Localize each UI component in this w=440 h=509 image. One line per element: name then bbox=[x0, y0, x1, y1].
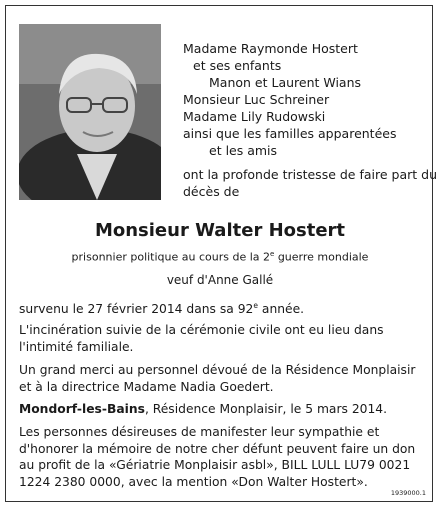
p1-sup: e bbox=[253, 301, 258, 310]
paragraph-place-date bbox=[19, 401, 421, 418]
family-line-5: Madame Lily Rudowski bbox=[183, 109, 326, 124]
family-line-9: décès de bbox=[183, 184, 240, 199]
paragraph-donation: Les personnes désireuses de manifester leur sympathie et d'honorer la mémoire de notre cher défunt peuvent faire un don au profit de la «Gériatrie Monplaisir asbl», BILL LULL LU79 0021 1224 2380 0000, avec la mention «Don Walter Hostert». bbox=[19, 425, 416, 489]
family-line-1: Madame Raymonde Hostert bbox=[183, 41, 358, 56]
family-line-6: ainsi que les familles apparentées bbox=[183, 126, 397, 141]
family-line-4: Monsieur Luc Schreiner bbox=[183, 92, 330, 107]
deceased-name: Monsieur Walter Hostert bbox=[94, 220, 346, 241]
paragraph-date bbox=[19, 298, 421, 318]
paragraph-thanks: Un grand merci au personnel dévoué de la Résidence Monplaisir et à la directrice Madame Nadia Goedert. bbox=[19, 363, 416, 394]
family-line-2: et ses enfants bbox=[193, 58, 282, 73]
p1-post: année. bbox=[258, 302, 305, 317]
paragraph-cremation: L'incinération suivie de la cérémonie civile ont eu lieu dans l'intimité familiale. bbox=[19, 323, 384, 354]
deceased-subtitle bbox=[0, 250, 440, 264]
family-line-7: et les amis bbox=[209, 143, 278, 158]
p1-pre: survenu le 27 février 2014 dans sa 92 bbox=[19, 302, 254, 317]
reference-number: 1939000.1 bbox=[390, 489, 426, 497]
subtitle-pre: prisonnier politique au cours de la 2 bbox=[71, 250, 271, 264]
portrait-photo bbox=[19, 24, 161, 200]
place-name: Mondorf-les-Bains bbox=[19, 402, 145, 416]
subtitle-post: guerre mondiale bbox=[274, 250, 369, 264]
family-line-8: ont la profonde tristesse de faire part du bbox=[183, 167, 437, 182]
family-line-3: Manon et Laurent Wians bbox=[209, 75, 362, 90]
subtitle-sup: e bbox=[270, 250, 275, 258]
place-rest: , Résidence Monplaisir, le 5 mars 2014. bbox=[144, 402, 388, 416]
widower-line: veuf d'Anne Gallé bbox=[166, 273, 274, 287]
